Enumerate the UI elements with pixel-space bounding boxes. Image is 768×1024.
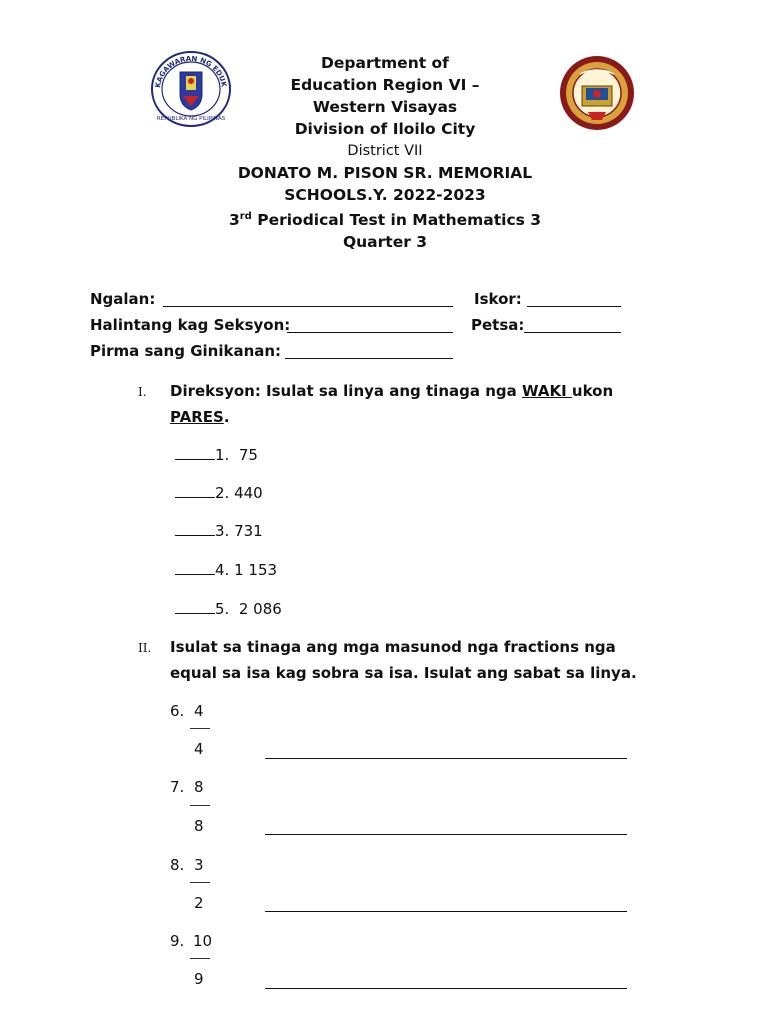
name-line[interactable] (163, 306, 453, 307)
header-district: District VII (347, 143, 423, 159)
section-line[interactable] (287, 332, 453, 333)
fraction-item-number: 9. (170, 932, 185, 950)
fraction-numerator: 3 (194, 856, 204, 874)
header-test-title: 3rd Periodical Test in Mathematics 3 (228, 211, 542, 230)
fraction-bar (190, 728, 210, 729)
section-label: Halintang kag Seksyon: (90, 316, 291, 334)
header-school-year: SCHOOLS.Y. 2022-2023 (284, 186, 486, 204)
answer-blank[interactable] (175, 521, 215, 536)
parent-signature-label: Pirma sang Ginikanan: (90, 342, 282, 360)
fraction-numerator: 8 (194, 778, 204, 796)
part1-directions: Direksyon: Isulat sa linya ang tinaga nga WAKI ukon PARES. (170, 382, 614, 426)
part2-roman: II. (138, 641, 152, 655)
header-region: Education Region VI – (290, 76, 480, 94)
score-line[interactable] (527, 306, 621, 307)
fraction-denominator: 9 (194, 970, 204, 988)
answer-blank[interactable] (175, 483, 215, 498)
fraction-numerator: 4 (194, 702, 204, 720)
part1-item: 3. 731 (175, 521, 263, 540)
parent-signature-line[interactable] (285, 358, 453, 359)
part1-roman: I. (138, 385, 147, 399)
header-school-name: DONATO M. PISON SR. MEMORIAL (237, 164, 533, 182)
fraction-item-number: 6. (170, 702, 185, 720)
answer-line[interactable] (265, 834, 627, 835)
header-division: Division of Iloilo City (294, 120, 476, 138)
name-label: Ngalan: (90, 290, 156, 308)
svg-text:REPUBLIKA NG PILIPINAS: REPUBLIKA NG PILIPINAS (156, 116, 226, 122)
answer-blank[interactable] (175, 560, 215, 575)
fraction-bar (190, 958, 210, 959)
header-block (180, 52, 590, 253)
header-department: Department of (321, 54, 449, 72)
part1-item: 1. 75 (175, 445, 258, 464)
part1-item: 5. 2 086 (175, 599, 282, 618)
answer-blank[interactable] (175, 445, 215, 460)
answer-line[interactable] (265, 758, 627, 759)
fraction-denominator: 8 (194, 817, 204, 835)
header-western-visayas: Western Visayas (312, 98, 458, 116)
answer-line[interactable] (265, 988, 627, 989)
answer-blank[interactable] (175, 599, 215, 614)
date-line[interactable] (524, 332, 621, 333)
part1-item: 4. 1 153 (175, 560, 277, 579)
header-quarter: Quarter 3 (342, 233, 428, 252)
svg-text:KAGAWARAN NG EDUKASYON: KAGAWARAN NG EDUK (154, 54, 228, 89)
score-label: Iskor: (474, 290, 522, 308)
fraction-numerator: 10 (193, 932, 213, 950)
fraction-bar (190, 805, 210, 806)
fraction-item-number: 8. (170, 856, 185, 874)
fraction-bar (190, 882, 210, 883)
fraction-denominator: 4 (194, 740, 204, 758)
answer-line[interactable] (265, 911, 627, 912)
part2-directions: Isulat sa tinaga ang mga masunod nga fractions nga equal sa isa kag sobra sa isa. Isulat ang sabat sa linya. (170, 638, 637, 682)
fraction-denominator: 2 (194, 894, 204, 912)
part1-item: 2. 440 (175, 483, 263, 502)
date-label: Petsa: (471, 316, 525, 334)
fraction-item-number: 7. (170, 778, 185, 796)
